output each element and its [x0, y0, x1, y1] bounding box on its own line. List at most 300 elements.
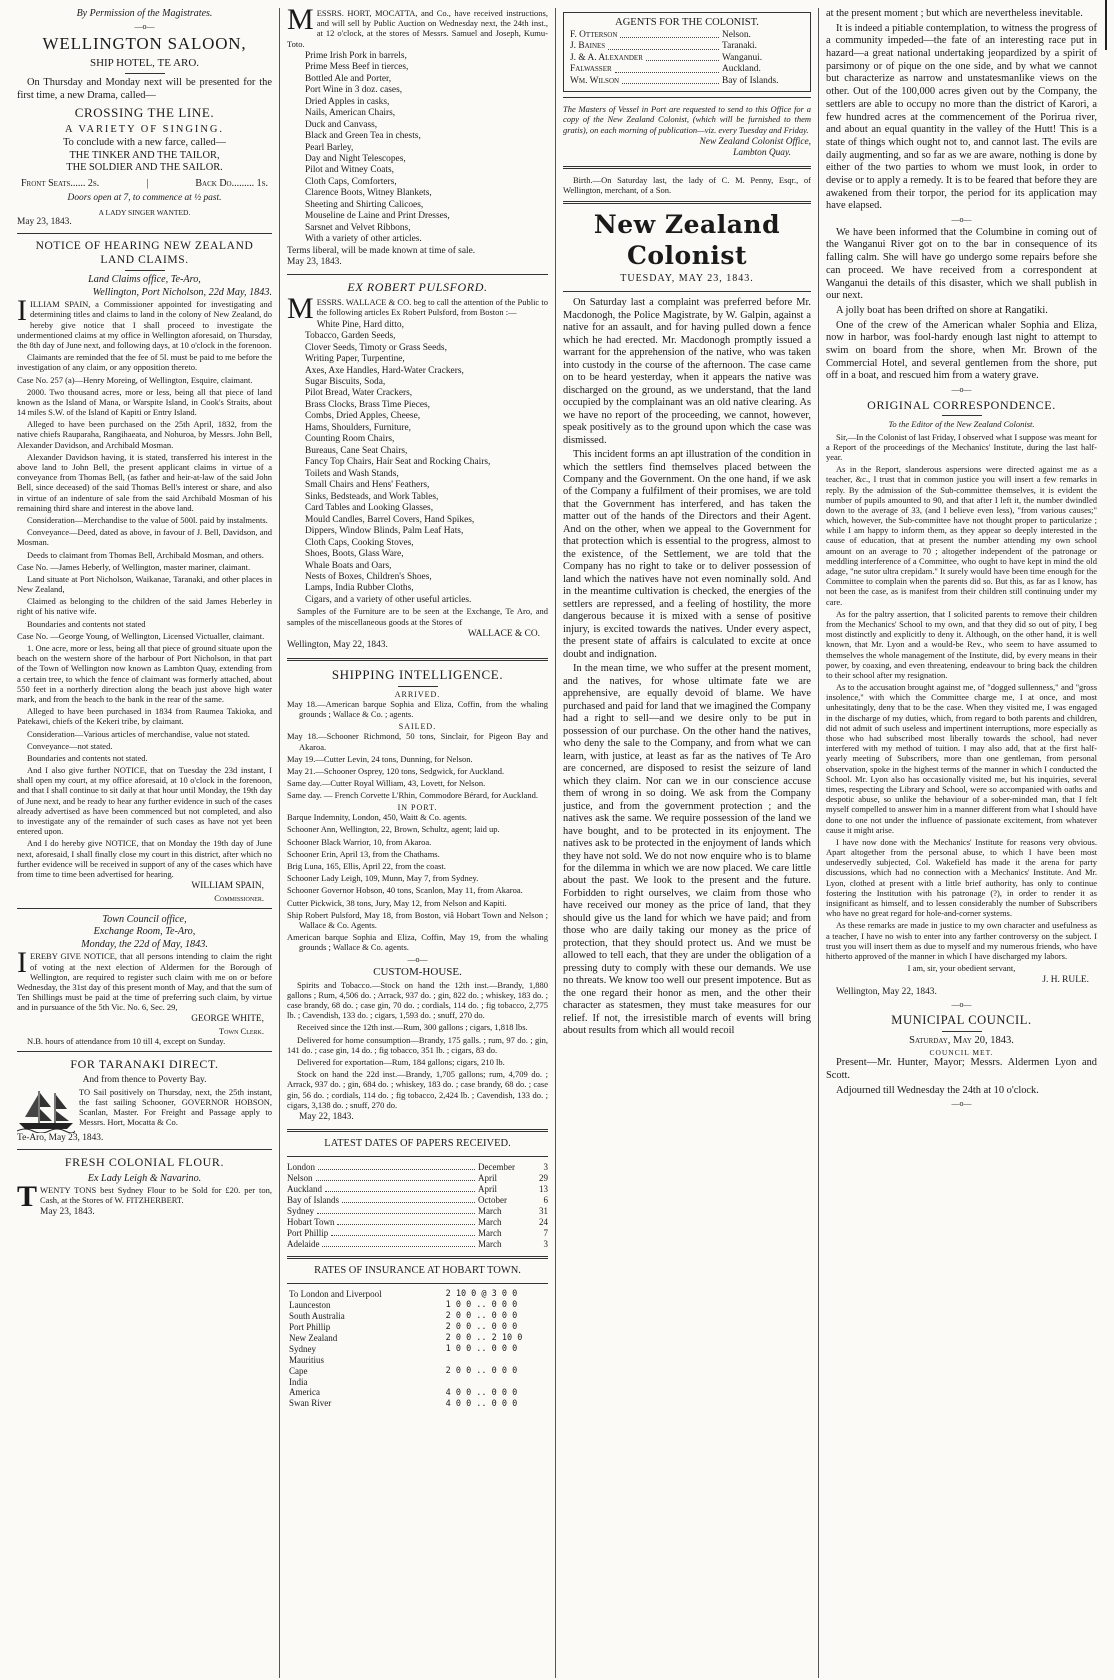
insurance-destination: New Zealand: [289, 1332, 338, 1343]
list-item: Brig Luna, 165, Ellis, April 22, from the coast.: [287, 861, 446, 872]
divider: [125, 73, 165, 74]
correspondence-to: To the Editor of the New Zealand Colonist.: [888, 419, 1035, 430]
date-place: Hobart Town: [287, 1217, 335, 1228]
case-1-p4: Consideration—Merchandise to the value of 500l. paid by instalments.: [27, 514, 268, 525]
case-2-head: Case No. —James Heberly, of Wellington, master mariner, claimant.: [17, 561, 251, 572]
list-item: Prime Mess Beef in tierces,: [305, 62, 409, 73]
column-4: [819, 8, 1104, 1678]
leader-dots: [316, 1173, 476, 1181]
case-3-p4: Conveyance—not stated.: [27, 740, 113, 751]
case-3-p5: Boundaries and contents not stated.: [27, 752, 148, 763]
list-item: Pilot and Witney Coats,: [305, 165, 395, 176]
divider: [287, 274, 548, 275]
list-item: Card Tables and Looking Glasses,: [305, 503, 434, 514]
issue-date: TUESDAY, MAY 23, 1843.: [620, 273, 754, 285]
list-item: Ship Robert Pulsford, May 18, from Boston, viâ Hobart Town and Nelson ; Wallace & Co. Agents.: [287, 909, 548, 930]
divider: [287, 1256, 548, 1259]
pulsford-date: Wellington, May 22, 1843.: [287, 640, 388, 651]
list-item: Day and Night Telescopes,: [305, 153, 406, 164]
land-claims-intro: IILLIAM SPAIN, a Commissioner appointed for investigating and determining titles and claims to land in the colony of New Zealand, do hereby give notice that I shall proceed to investigate the undermentioned claims at my office in Wellington aforesaid, on Thursday, the 8th day of June next, and following days, at 10 o'clock in the forenoon.: [17, 294, 272, 350]
list-item: Nests of Boxes, Children's Shoes,: [305, 571, 432, 582]
news-jolly-boat: A jolly boat has been drifted on shore at Rangatiki.: [836, 304, 1048, 316]
latest-dates-title: LATEST DATES OF PAPERS RECEIVED.: [324, 1138, 511, 1150]
ornament: —o—: [134, 22, 155, 32]
insurance-row: [287, 1387, 548, 1398]
editorial-p1: On Saturday last a complaint was preferred before Mr. Macdonogh, the Police Magistrate, by W. Galpin, against a native for an assault, and for having pulled down a fence which he had erected. Mr. Macdonogh promptly issued a warrant for the apprehension of the native, who was taken into custody in the course of the afternoon. The case came on to be heard yesterday, when it appears the native was discharged on the ground, as we understand, that the land occupied by the complainant was an old native clearing. As we have no report of the proceeding, we cannot, however, speak positively as to the ground upon which the case was dismissed.: [563, 297, 811, 446]
divider: [563, 97, 811, 98]
agent-name: F. Otterson: [570, 29, 618, 40]
list-item: With a variety of other articles.: [305, 234, 422, 245]
insurance-destination: Cape: [289, 1365, 308, 1376]
town-council-office: Town Council office,: [102, 914, 187, 925]
insurance-row: [287, 1289, 548, 1300]
agent-row: [570, 64, 804, 75]
insurance-row: [287, 1333, 548, 1344]
hort-date: May 23, 1843.: [287, 257, 342, 268]
page-edge-mark: [1105, 0, 1107, 50]
list-item: Schooner Lady Leigh, 109, Munn, May 7, from Sydney.: [287, 873, 479, 884]
list-item: Mouseline de Laine and Print Dresses,: [305, 211, 450, 222]
list-item: Pearl Barley,: [305, 142, 354, 153]
leader-dots: [325, 1184, 475, 1192]
agent-row: [570, 41, 804, 52]
date-row: [287, 1184, 548, 1195]
land-claims-court-open: And I also give further NOTICE, that on Tuesday the 23d instant, I shall open my court, at my office aforesaid, at 10 o'clock in the forenoon, and that I shall continue to sit daily at that hour until Monday, the 19th day of June next, and be ready to hear any further evidence in such of the cases already advertised as have been commenced but not completed, and also to investigate any of the remainder of such cases as have not yet been entered upon.: [17, 765, 272, 837]
divider: [942, 1031, 982, 1032]
ship-icon: [17, 1087, 75, 1133]
date-place: Adelaide: [287, 1239, 320, 1249]
list-item: Toilets and Wash Stands,: [305, 468, 399, 479]
correspondence-p2: As in the Report, slanderous aspersions were directed against me as a teacher, &c., I trust that in common justice you will insert a few remarks in reply. By the admission of the Sub-committee themselves, it is evident the number of pupils amounted to 90, and that after I left it, the number dwindled down to the average of 33, (and I believe even less), "from various causes;" which, however, the Sub-committee have not thought proper to particularize ; while I am happy to inform them, as they appear so deeply interested in the cause of education, that at present the number attending my own school amount on an average to 70 ; altogether independent of the patronage or meddling interference of a Committee, who ought to have kept in mind the old adage, "ne sutor ultra crepidam." It surely would have been time enough for the Committee to complain when the parents did so. But this, as far as I know, has not been the case, as is manifest from their children still continuing under my care.: [826, 464, 1097, 607]
saloon-wanted: A LADY SINGER WANTED.: [98, 207, 191, 217]
hort-terms: Terms liberal, will be made known at time of sale.: [287, 245, 476, 256]
leader-dots: [620, 30, 719, 38]
list-item: Bottled Ale and Porter,: [305, 73, 392, 84]
divider: [287, 1283, 548, 1284]
list-item: Mould Candles, Barrel Covers, Hand Spikes,: [305, 514, 475, 525]
customs-stock-12: Spirits and Tobacco.—Stock on hand the 12th inst.—Brandy, 1,880 gallons ; Rum, 4,506 do. ; Arrack, 937 do. ; gin, 822 do. ; whiskey, 183 do. ; case brandy, 68 do. ; case gin, 70 do. ; cordials, 114 do. ; fig tobacco, 2,775 lb. ; Cavendish, 133 do. ; cigars, 1,593 do. ; snuff, 270 do.: [287, 979, 548, 1021]
pulsford-items: [305, 320, 548, 607]
leader-dots: [646, 53, 719, 61]
leader-dots: [622, 76, 719, 84]
birth-notice: Birth.—On Saturday last, the lady of C. M. Penny, Esqr., of Wellington, merchant, of a Son.: [563, 174, 811, 195]
taranaki-title: FOR TARANAKI DIRECT.: [70, 1057, 219, 1072]
list-item: May 18.—American barque Sophia and Eliza, Coffin, from the whaling grounds ; Wallace & Co. ; agents.: [287, 699, 548, 720]
saloon-prices: Front Seats...... 2s. | Back Do......... 1s.: [21, 178, 268, 190]
leader-dots: [608, 41, 719, 49]
date-month: March: [478, 1239, 502, 1249]
date-day: 6: [543, 1195, 548, 1206]
agent-row: [570, 30, 804, 41]
insurance-row: [287, 1355, 548, 1366]
municipal-present: Present—Mr. Hunter, Mayor; Messrs. Aldermen Lyon and Scott.: [826, 1057, 1097, 1081]
list-item: Same day.—Cutter Royal William, 43, Lovett, for Nelson.: [287, 778, 486, 789]
hort-auction-items: [305, 51, 548, 246]
latest-dates-list: [287, 1162, 548, 1250]
municipal-adjourned: Adjourned till Wednesday the 24th at 10 o'clock.: [836, 1084, 1039, 1096]
town-council-nb: N.B. hours of attendance from 10 till 4, except on Sunday.: [27, 1036, 226, 1047]
list-item: Schooner Black Warrior, 10, from Akaroa.: [287, 836, 432, 847]
ornament: —o—: [951, 385, 972, 394]
insurance-title: RATES OF INSURANCE AT HOBART TOWN.: [314, 1264, 521, 1276]
taranaki-notice: TO Sail positively on Thursday, next, the 25th instant, the fast sailing Schooner, GOVERNOR HOBSON, Scanlan, Master. For Freight and Passage apply to Messrs. Hort, Mocatta & Co.: [79, 1086, 272, 1128]
list-item: Bureaus, Cane Seat Chairs,: [305, 445, 408, 456]
editorial-continued: at the present moment ; but which are nevertheless inevitable.: [826, 8, 1083, 19]
divider: [287, 658, 548, 661]
list-item: May 21.—Schooner Osprey, 120 tons, Sedgwick, for Auckland.: [287, 765, 505, 776]
agent-name: J. Baines: [570, 41, 606, 52]
insurance-rate: 2 0 0 .. 2 10 0: [445, 1332, 523, 1343]
insurance-rate: 2 0 0 .. 0 0 0: [445, 1321, 518, 1332]
arrived-list: [287, 699, 548, 719]
leader-dots: [322, 1239, 475, 1247]
date-place: Nelson: [287, 1173, 313, 1184]
agent-name: J. & A. Alexander: [570, 52, 643, 63]
case-1-p5: Conveyance—Deed, dated as above, in favour of J. Bell, Davidson, and Mosman.: [17, 527, 272, 548]
list-item: Barque Indemnity, London, 450, Waitt & Co. agents.: [287, 812, 467, 823]
land-claims-office: Land Claims office, Te-Aro,: [88, 274, 201, 286]
divider: [17, 233, 272, 234]
sailed-head: SAILED.: [398, 721, 437, 731]
list-item: Pilot Bread, Water Crackers,: [305, 388, 413, 399]
date-month: October: [478, 1195, 507, 1206]
flour-title: FRESH COLONIAL FLOUR.: [64, 1155, 225, 1170]
ornament: —o—: [951, 1099, 972, 1109]
land-claims-signature-title: Commissioner.: [214, 892, 264, 903]
date-day: 3: [543, 1162, 548, 1173]
insurance-row: [287, 1344, 548, 1355]
list-item: Cloth Caps, Comforters,: [305, 176, 397, 187]
case-3-p2: Alleged to have been purchased in 1834 from Raumea Takioka, and Patekawi, chiefs of the Kekeri tribe, by claimant.: [17, 706, 272, 727]
land-claims-fee: Claimants are reminded that the fee of 5l. must be paid to me before the investigation of any claim, or any opposition thereto.: [17, 352, 272, 373]
saloon-conclude: To conclude with a new farce, called—: [63, 137, 226, 148]
list-item: Schooner Erin, April 13, from the Chathams.: [287, 848, 440, 859]
date-day: 13: [539, 1184, 548, 1195]
case-1-p2: Alleged to have been purchased on the 25th April, 1832, from the native chiefs Rauparaha, Rangihaeata, and Nohuroa, by Messrs. John Bell, Alexander Davidson, and Archibald Mosman.: [17, 419, 272, 450]
news-columbine: We have been informed that the Columbine in coming out of the Wanganui River got on to the bar in consequence of its falling calm. She will have go undergo some repairs before she can proceed. We have received from a correspondent at Wanganui the details of this disaster, which we shall publish in our next.: [826, 226, 1097, 302]
list-item: Sugar Biscuits, Soda,: [305, 377, 386, 387]
insurance-row: [287, 1311, 548, 1322]
insurance-destination: To London and Liverpool: [289, 1288, 382, 1299]
column-2: [280, 8, 556, 1678]
office-signature: New Zealand Colonist Office,: [699, 136, 811, 147]
municipal-date: Saturday, May 20, 1843.: [909, 1035, 1014, 1047]
town-council-signature: GEORGE WHITE,: [191, 1014, 264, 1025]
editorial-p2: This incident forms an apt illustration of the condition in which the settlers find themselves placed between the Company and the Government. On the one hand, if we ask of the Company a fulfilment of their promises, we are told that the Government has interfered, and has taken the matter out of the hands of the Directors and their Agent. And on the other, when we appeal to the Government for that protection which is essential to the progress, almost to the existence, of the Settlement, we are told that the Company has no right to take or to deliver possession of land which the natives have not even nominally sold. And in the meantime cultivation is checked, the energies of the settlers are repressed, and a feeling of hostility, the more dangerous because it is mixed with a sense of positive injury, is excited towards the natives. Under every aspect, the present state of affairs is calculated to excite at once doubt and indignation.: [563, 449, 811, 660]
date-day: 24: [539, 1217, 548, 1228]
list-item: Duck and Canvass,: [305, 119, 378, 130]
flour-date: May 23, 1843.: [40, 1207, 95, 1218]
leader-dots: [318, 1162, 475, 1170]
case-2-p3: Boundaries and contents not stated: [27, 618, 146, 629]
list-item: Clarence Boots, Witney Blankets,: [305, 188, 432, 199]
editorial-p4: It is indeed a pitiable contemplation, to witness the progress of a community impeded—the fate of an interesting race put in hazard—a great national undertaking jeopardized by a spirit of parsimony or of pique on the one side, and by what we cannot but characterize as narrow and unstatesmanlike views on the other. Out of the 100,000 acres given out by the Company, the settlers are able to occupy no more than the district of Karori, a few hundred acres at the commencement of the Porirua river, and about an equal quantity in the valley of the Hutt! This is a state of things which ought not to, and cannot last. The evils are daily augmenting, and so far as we are aware, nothing is done by either of the two parties to whom we must look, in order to devise or to apply a remedy. It is to be feared that before they are awakened from their torpor, the period for its application may have elapsed.: [826, 22, 1097, 212]
agent-place: Auckland.: [722, 64, 761, 75]
insurance-destination: America: [289, 1387, 320, 1398]
inport-list: [287, 812, 548, 952]
case-3-p3: Consideration—Various articles of merchandise, value not stated.: [27, 728, 250, 739]
agents-box: [563, 12, 811, 92]
list-item: Dried Apples in casks,: [305, 96, 390, 107]
insurance-row: [287, 1300, 548, 1311]
municipal-title: MUNICIPAL COUNCIL.: [891, 1013, 1032, 1027]
hort-auction-notice: MESSRS. HORT, MOCATTA, and Co., have received instructions, and will sell by Public Auction on Wednesday next, the 24th inst., at 12 o'clock, at the stores of Messrs. Samuel and Joseph, Kumu-Toto.: [287, 8, 548, 49]
insurance-rate: [444, 1377, 548, 1388]
municipal-met: COUNCIL MET.: [929, 1048, 994, 1058]
list-item: Combs, Dried Apples, Cheese,: [305, 411, 421, 422]
agent-place: Wanganui.: [722, 52, 763, 63]
saloon-intro: On Thursday and Monday next will be presented for the first time, a new Drama, called—: [17, 77, 272, 101]
case-1-p1: 2000. Two thousand acres, more or less, being all that piece of land known as the Island of Mana, or Warspite Island, in Cook's Straits, about 14 miles S.W. of the Island of Kapiti or Entry Island.: [17, 386, 272, 418]
date-day: 31: [539, 1206, 548, 1217]
date-row: [287, 1239, 548, 1250]
correspondence-p3: As for the paltry assertion, that I solicited parents to remove their children from the Mechanics' School to my own, and that they did so out of pity, I beg most distinctly and explicitly to deny it. Although, on the other hand, it is well known, that Mr. Lyon and a would-be Rev., who seem to have assumed to themselves the whole management of the Institute, did, by every means in their power, by coaxing, and even threatening, endeavour to bring back the children to their school after my resignation.: [826, 608, 1097, 680]
case-3-p1: 1. One acre, more or less, being all that piece of ground situate upon the beach on the western shore of the harbour of Port Nicholson, in that part of the Town of Wellington now known as Lambton Quay, extending from a certain tree, to which the fence of claimant was formerly attached, about 550 feet in a northerly direction along the beach just above high water mark, and from the beach to the bank in the rear of the same.: [17, 643, 272, 704]
leader-dots: [331, 1228, 475, 1236]
divider: [17, 1051, 272, 1052]
date-row: [287, 1162, 548, 1173]
insurance-rate: [444, 1355, 548, 1366]
list-item: Writing Paper, Turpentine,: [305, 354, 405, 365]
correspondence-date: Wellington, May 22, 1843.: [836, 986, 937, 997]
agent-name: Wm. Wilson: [570, 75, 620, 86]
divider: [563, 166, 811, 169]
correspondence-p4: As to the accusation brought against me, of "dogged sullenness," and "gross insolence," with which the Committee charge me, I at once, and most unhesitatingly, deny that to be the case. When they visited me, I was engaged in the discharge of my duties, which, from regard to both parents and children, did not admit of such useless and impertinent interruptions, more especially as those who had subscribed most liberally towards the school, had never interfered with my method of tuition. I may also add, that at the first half-yearly meeting of Subscribers, more than one gentleman, from personal observation, spoke in the highest terms of the manner in which I conducted the School. Mr. Lyon also has occasionally visited me, but his inquiries, several times, respecting the Library and School, were so accompanied with oaths and despotic abuse, so unlike the behaviour of a sober-minded man, that I felt myself compelled to answer him in a manner different from what I should have done to one not under the influence of passionate excitement, from whatever cause it might arise.: [826, 682, 1097, 835]
insurance-destination: Port Phillip: [289, 1321, 331, 1332]
list-item: Lamps, India Rubber Cloths,: [305, 583, 414, 594]
divider: [563, 291, 811, 292]
town-council-notice: IEREBY GIVE NOTICE, that all persons intending to claim the right of voting at the next election of Aldermen for the Borough of Wellington, are required to register such claim with me on or before Wednesday, the 31st day of this present month of May, and that the sum of Ten Shillings must be paid at the time of preferring such claim, by virtue and in pursuance of the 5th Vic. No. 6, Sec. 29,: [17, 946, 272, 1013]
list-item: Sheeting and Shirting Calicoes,: [305, 199, 424, 210]
agent-place: Bay of Islands.: [722, 75, 779, 86]
list-item: Schooner Ann, Wellington, 22, Brown, Schultz, agent; laid up.: [287, 824, 500, 835]
agents-title: AGENTS FOR THE COLONIST.: [615, 17, 759, 28]
case-3-head: Case No. —George Young, of Wellington, Licensed Victualler, claimant.: [17, 630, 265, 641]
town-council-date: Monday, the 22d of May, 1843.: [81, 938, 208, 950]
case-2-p1: Land situate at Port Nicholson, Waikanae, Taranaki, and other places in New Zealand,: [17, 573, 272, 595]
pulsford-signature: WALLACE & CO.: [467, 628, 540, 639]
insurance-destination: Launceston: [289, 1299, 331, 1310]
insurance-destination: India: [289, 1376, 308, 1387]
leader-dots: [337, 1217, 475, 1225]
divider: [563, 201, 811, 204]
case-1-p6: Deeds to claimant from Thomas Bell, Archibald Mosman, and others.: [27, 549, 264, 560]
list-item: Sinks, Bedsteads, and Work Tables,: [305, 491, 439, 502]
date-month: March: [478, 1206, 502, 1217]
customs-received: Received since the 12th inst.—Rum, 300 gallons ; cigars, 1,818 lbs.: [297, 1022, 528, 1033]
correspondence-p5: I have now done with the Mechanics' Institute for reasons very obvious. Apart altogether from the personal abuse, to which I have been most undeservedly subjected, Col. Wakefield has made it the arena for party discussions, which had no connection with a Mechanics' Institute. And Mr. Lyon, clothed at present with a little brief authority, has only to continue fostering the Institution with his patronage (?), in order to render it as insignificant as himself, and to lessen considerably the number of Subscribers who have no great regard for hole-and-corner systems.: [826, 836, 1097, 919]
taranaki-date: Te-Aro, May 23, 1843.: [17, 1132, 104, 1143]
list-item: American barque Sophia and Eliza, Coffin, May 19, from the whaling grounds ; Wallace & Co. agents.: [287, 932, 548, 953]
saloon-doors: Doors open at 7, to commence at ½ past.: [67, 193, 222, 204]
news-whaler: One of the crew of the American whaler Sophia and Eliza, now in harbor, was fool-hardy enough last night to attempt to swim on board from the shore, when Mr. Brown of the Commercial Hotel, and several gentlemen from the shore, put off in a boat, and rescued him from a watery grave.: [826, 319, 1097, 382]
list-item: Shoes, Boots, Glass Ware,: [305, 549, 404, 560]
date-row: [287, 1173, 548, 1184]
insurance-destination: South Australia: [289, 1310, 345, 1321]
leader-dots: [317, 1206, 475, 1214]
customs-title: CUSTOM-HOUSE.: [373, 966, 462, 979]
list-item: Axes, Axe Handles, Hard-Water Crackers,: [305, 365, 464, 376]
flour-notice: TWENTY TONS best Sydney Flour to be Sold for £20. per ton, Cash, at the Stores of W. FITZHERBERT.: [17, 1180, 272, 1214]
date-row: [287, 1206, 548, 1217]
flour-subtitle: Ex Lady Leigh & Navarino.: [87, 1172, 202, 1184]
column-3: [556, 8, 819, 1678]
column-1: [10, 8, 280, 1678]
agent-place: Taranaki.: [722, 41, 757, 52]
pulsford-notice: MESSRS. WALLACE & CO. beg to call the attention of the Public to the following articles Ex Robert Pulsford, from Boston :—: [287, 292, 548, 326]
divider: [287, 1129, 548, 1132]
list-item: Cutter Pickwick, 38 tons, Jury, May 12, from Nelson and Kapiti.: [287, 897, 507, 908]
agent-row: [570, 53, 804, 64]
list-item: Sarsnet and Velvet Ribbons,: [305, 222, 411, 233]
insurance-row: [287, 1322, 548, 1333]
saloon-subtitle: SHIP HOTEL, TE ARO.: [89, 56, 200, 69]
list-item: May 18.—Schooner Richmond, 50 tons, Sinclair, for Pigeon Bay and Akaroa.: [287, 731, 548, 752]
inport-head: IN PORT.: [397, 802, 438, 812]
date-day: 3: [543, 1239, 548, 1249]
saloon-drama: CROSSING THE LINE.: [74, 105, 215, 121]
taranaki-body: [17, 1087, 272, 1133]
list-item: White Pine, Hard ditto,: [316, 319, 404, 330]
back-seats-price: Back Do......... 1s.: [195, 178, 268, 190]
land-claims-place: Wellington, Port Nicholson, 22d May, 1843.: [92, 286, 272, 298]
front-seats-price: Front Seats...... 2s.: [21, 178, 100, 190]
pulsford-samples: Samples of the Furniture are to be seen at the Exchange, Te Aro, and samples of the miscellaneous goods at the Stores of: [287, 606, 548, 627]
insurance-rate: 2 0 0 .. 0 0 0: [445, 1365, 518, 1376]
case-2-p2: Claimed as belonging to the children of the said James Heberley in right of his native wife.: [17, 596, 272, 617]
saloon-farce-1: THE TINKER AND THE TAILOR,: [69, 149, 220, 161]
date-place: Auckland: [287, 1184, 322, 1195]
taranaki-subtitle: And from thence to Poverty Bay.: [82, 1075, 207, 1086]
insurance-table: [287, 1289, 548, 1410]
insurance-destination: Mauritius: [289, 1354, 324, 1365]
list-item: Prime Irish Pork in barrels,: [305, 50, 407, 61]
list-item: Hams, Shoulders, Furniture,: [305, 422, 411, 433]
date-place: Port Phillip: [287, 1228, 329, 1239]
list-item: Counting Room Chairs,: [305, 434, 395, 445]
insurance-rate: 2 10 0 @ 3 0 0: [445, 1289, 518, 1300]
divider: [17, 908, 272, 909]
insurance-row: [287, 1377, 548, 1388]
list-item: Fancy Top Chairs, Hair Seat and Rocking Chairs,: [305, 457, 491, 468]
correspondence-p1: Sir,—In the Colonist of last Friday, I observed what I suppose was meant for a Report of the proceedings of the Mechanics' Institute, during the last half-year.: [826, 431, 1097, 462]
date-month: March: [478, 1217, 502, 1228]
town-council-signature-title: Town Clerk.: [218, 1025, 264, 1036]
list-item: Same day. — French Corvette L'Rhin, Commodore Bérard, for Auckland.: [287, 790, 538, 801]
leader-dots: [342, 1195, 475, 1203]
list-item: Clover Seeds, Timoty or Grass Seeds,: [305, 342, 447, 353]
land-claims-court-close: And I do hereby give NOTICE, that on Monday the 19th day of June next, aforesaid, I shall finally close my court in this district, after which no further evidence will be received in support of any of the cases which have from time to time been advertised for hearing.: [17, 838, 272, 879]
sailed-list: [287, 731, 548, 800]
date-row: [287, 1228, 548, 1239]
agent-name: Falwasser: [570, 64, 612, 75]
list-item: Dippers, Window Blinds, Palm Leaf Hats,: [305, 526, 464, 537]
town-council-room: Exchange Room, Te-Aro,: [93, 926, 196, 938]
agent-place: Nelson.: [722, 29, 751, 40]
saloon-farce-2: THE SOLDIER AND THE SAILOR.: [66, 162, 223, 174]
date-row: [287, 1195, 548, 1206]
divider: [398, 686, 438, 687]
land-claims-title: NOTICE OF HEARING NEW ZEALAND LAND CLAIMS.: [35, 240, 254, 267]
insurance-rate: 1 0 0 .. 0 0 0: [445, 1343, 518, 1354]
insurance-rate: 4 0 0 .. 0 0 0: [445, 1387, 518, 1398]
correspondence-signature: J. H. RULE.: [1042, 975, 1089, 986]
saloon-variety: A VARIETY OF SINGING.: [65, 124, 224, 136]
list-item: Small Chairs and Hens' Feathers,: [305, 480, 430, 491]
date-month: December: [478, 1162, 515, 1173]
masters-note: The Masters of Vessel in Port are requested to send to this Office for a copy of the New Zealand Colonist, (which will be furnished to them gratis), on each morning of publication—viz. every Tuesday and Friday.: [563, 104, 811, 135]
correspondence-p6: As these remarks are made in justice to my own character and usefulness as a teacher, I have no wish to enter into any farther controversy on the subject. I trust you will insert them as due to myself and my numerous friends, who have hitherto approved of the manner in which I have discharged my labors.: [826, 920, 1097, 961]
list-item: Port Wine in 3 doz. cases,: [305, 85, 403, 96]
insurance-rate: 4 0 0 .. 0 0 0: [445, 1398, 518, 1409]
insurance-row: [287, 1366, 548, 1377]
date-place: London: [287, 1162, 315, 1173]
editorial-p3: In the mean time, we who suffer at the present moment, and the natives, for whose ultimate fate we are apprehensive, are equally devoid of blame. We have purchased and paid for land that we imagined the Company had a right to sell—and we desire only to be put in possession of our purchase. On the other hand the natives, who deny the sale to the Company, and from what we can learn, with justice, at least as far as the natives of Te Aro are concerned, are disposed to resist the seizure of land which they claim. Nor can we in our conscience accuse them of wrong in so doing. We ask from the Company justice, and from the government protection ; and the natives ask the same. We require possession of the land we have bought, and to be protected in its enjoyment. The natives ask to be protected in the enjoyment of lands which they have not sold. We do not now enquire who is to blame for the dilemma in which we are now placed. We care little about the past. We look to the present and the future. Forbidden to right ourselves, we claim from those who have received our money as the price of land, that they should give us the land for which we have paid; and from those who are daily taking our money as the price of protection, that they should protect us. And we must be allowed to tell each, that they are under the obligation of a pressing duty to comply with these our demands. We use no threats. We know too well our present impotence. But as the one regard their honor as men, and the other their character as statesmen, they must take measures for our relief. If not, the irresistible march of events will bring about results from which all would recoil: [563, 663, 811, 1037]
correspondence-title: ORIGINAL CORRESPONDENCE.: [867, 397, 1056, 412]
date-month: April: [478, 1173, 497, 1184]
list-item: May 19.—Cutter Levin, 24 tons, Dunning, for Nelson.: [287, 753, 473, 764]
customs-home: Delivered for home consumption—Brandy, 175 galls. ; rum, 97 do. ; gin, 141 do. ; case gin, 14 do. ; fig tobacco, 351 lb. ; cigars, 83 do.: [287, 1034, 548, 1055]
insurance-row: [287, 1398, 548, 1409]
date-place: Sydney: [287, 1206, 314, 1217]
saloon-date: May 23, 1843.: [17, 216, 72, 227]
insurance-rate: 2 0 0 .. 0 0 0: [445, 1311, 518, 1321]
office-location: Lambton Quay.: [733, 148, 791, 159]
masthead: New Zealand Colonist: [593, 210, 781, 270]
divider: [125, 270, 165, 271]
correspondence-close: I am, sir, your obedient servant,: [907, 963, 1016, 974]
customs-date: May 22, 1843.: [299, 1111, 354, 1122]
agent-row: [570, 76, 804, 87]
divider: [287, 1156, 548, 1157]
saloon-title: WELLINGTON SALOON,: [42, 33, 247, 53]
list-item: Black and Green Tea in chests,: [305, 131, 421, 142]
list-item: Tobacco, Garden Seeds,: [305, 331, 396, 342]
leader-dots: [615, 64, 719, 72]
date-month: March: [478, 1228, 502, 1239]
insurance-destination: Sydney: [289, 1343, 316, 1354]
list-item: Whale Boats and Oars,: [305, 560, 392, 571]
case-1-p3: Alexander Davidson having, it is stated, transferred his interest in the above land to John Bell, the present applicant claims in virtue of a conveyance from Thomas Bell, (as father and heir-at-law of the said John Bell, since deceased) of the said Thomas Bell's interest or share, and also in virtue of an indenture of sale from the said Archibald Mosman of his remaining third share and interest in the above land.: [17, 451, 272, 513]
date-row: [287, 1217, 548, 1228]
list-item: Schooner Governor Hobson, 40 tons, Scanlon, May 11, from Akaroa.: [287, 885, 523, 896]
agents-list: [570, 30, 804, 87]
list-item: Nails, American Chairs,: [305, 108, 396, 119]
arrived-head: ARRIVED.: [394, 689, 441, 699]
insurance-destination: Swan River: [289, 1398, 332, 1409]
ornament: —o—: [407, 954, 428, 964]
list-item: Brass Clocks, Brass Time Pieces,: [305, 399, 431, 410]
shipping-title: SHIPPING INTELLIGENCE.: [331, 666, 504, 682]
ornament: —o—: [951, 1000, 972, 1010]
ornament: —o—: [951, 215, 972, 224]
list-item: Cigars, and a variety of other useful articles.: [305, 594, 472, 605]
divider: [942, 415, 982, 416]
customs-export: Delivered for exportation—Rum, 184 gallons; cigars, 210 lb.: [297, 1057, 505, 1068]
date-day: 7: [543, 1228, 548, 1239]
permission-line: By Permission of the Magistrates.: [76, 8, 213, 19]
pulsford-title: EX ROBERT PULSFORD.: [347, 279, 488, 294]
list-item: Cloth Caps, Cooking Stoves,: [305, 537, 414, 548]
land-claims-signature: WILLIAM SPAIN,: [191, 881, 264, 892]
customs-stock-22: Stock on hand the 22d inst.—Brandy, 1,705 gallons; rum, 4,709 do. ; Arrack, 937 do. ; gin, 684 do. ; whiskey, 183 do. ; case brandy, 68 do. ; case gin, 56 do. ; cordials, 114 do. ; fig tobacco, 2,424 lb. ; Cavendish, 133 do. ; cigars, 3,138 do. ; snuff, 270 do.: [287, 1069, 548, 1110]
divider: [17, 1149, 272, 1150]
insurance-rate: 1 0 0 .. 0 0 0: [445, 1300, 518, 1311]
date-place: Bay of Islands: [287, 1195, 339, 1206]
case-1-head: Case No. 257 (a)—Henry Moreing, of Wellington, Esquire, claimant.: [17, 374, 253, 385]
date-day: 29: [539, 1173, 548, 1184]
date-month: April: [478, 1184, 497, 1195]
